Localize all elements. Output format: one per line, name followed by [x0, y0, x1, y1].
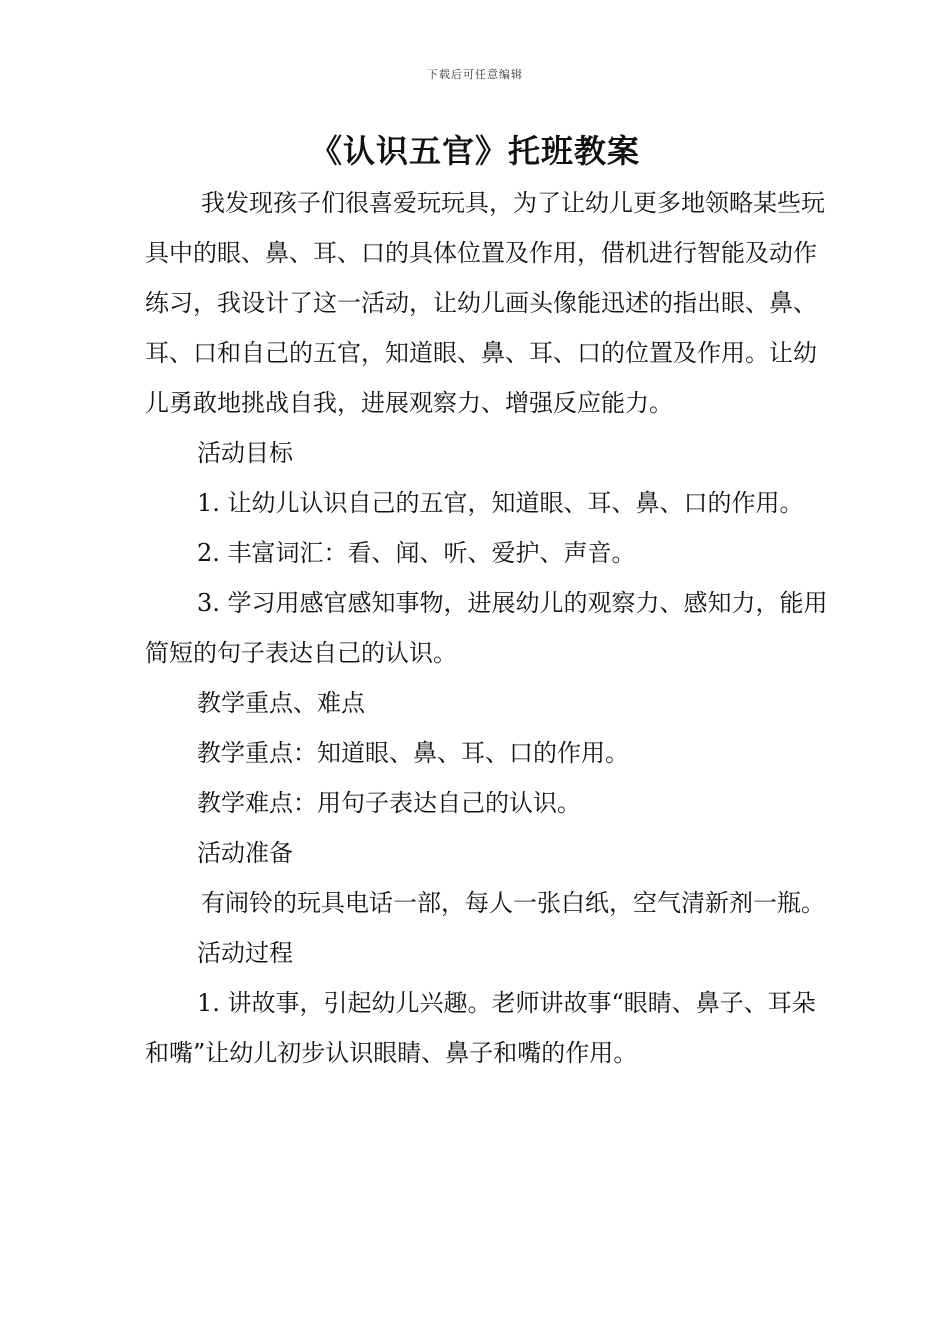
preparation-paragraph: 有闹铃的玩具电话一部，每人一张白纸，空气清新剂一瓶。 — [201, 889, 825, 917]
goal-item-1: 1. 让幼儿认识自己的五官，知道眼、耳、鼻、口的作用。 — [197, 489, 804, 517]
goal-item-3: 3. 学习用感官感知事物，进展幼儿的观察力、感知力，能用简短的句子表达自己的认识。 — [145, 589, 828, 667]
process-step-1: 1. 讲故事，引起幼儿兴趣。老师讲故事“眼睛、鼻子、耳朵和嘴”让幼儿初步认识眼睛、鼻子和嘴的作用。 — [145, 989, 816, 1067]
section-heading-key-points: 教学重点、难点 — [197, 689, 365, 717]
difficult-point: 教学难点：用句子表达自己的认识。 — [197, 789, 581, 817]
section-heading-process: 活动过程 — [197, 939, 293, 967]
key-point: 教学重点：知道眼、鼻、耳、口的作用。 — [197, 739, 629, 767]
intro-paragraph: 我发现孩子们很喜爱玩玩具，为了让幼儿更多地领略某些玩具中的眼、鼻、耳、口的具体位置及作用，借机进行智能及动作练习，我设计了这一活动，让幼儿画头像能迅述的指出眼、鼻、耳、口和自己的五官，知道眼、鼻、耳、口的位置及作用。让幼儿勇敢地挑战自我，进展观察力、增强反应能力。 — [145, 189, 825, 417]
section-heading-goals: 活动目标 — [197, 439, 293, 467]
goal-item-2: 2. 丰富词汇：看、闻、听、爱护、声音。 — [197, 539, 636, 567]
section-heading-preparation: 活动准备 — [197, 839, 293, 867]
header-note: 下载后可任意编辑 — [427, 68, 523, 81]
document-body — [145, 178, 835, 1078]
document-title: 《认识五官》托班教案 — [309, 132, 640, 170]
